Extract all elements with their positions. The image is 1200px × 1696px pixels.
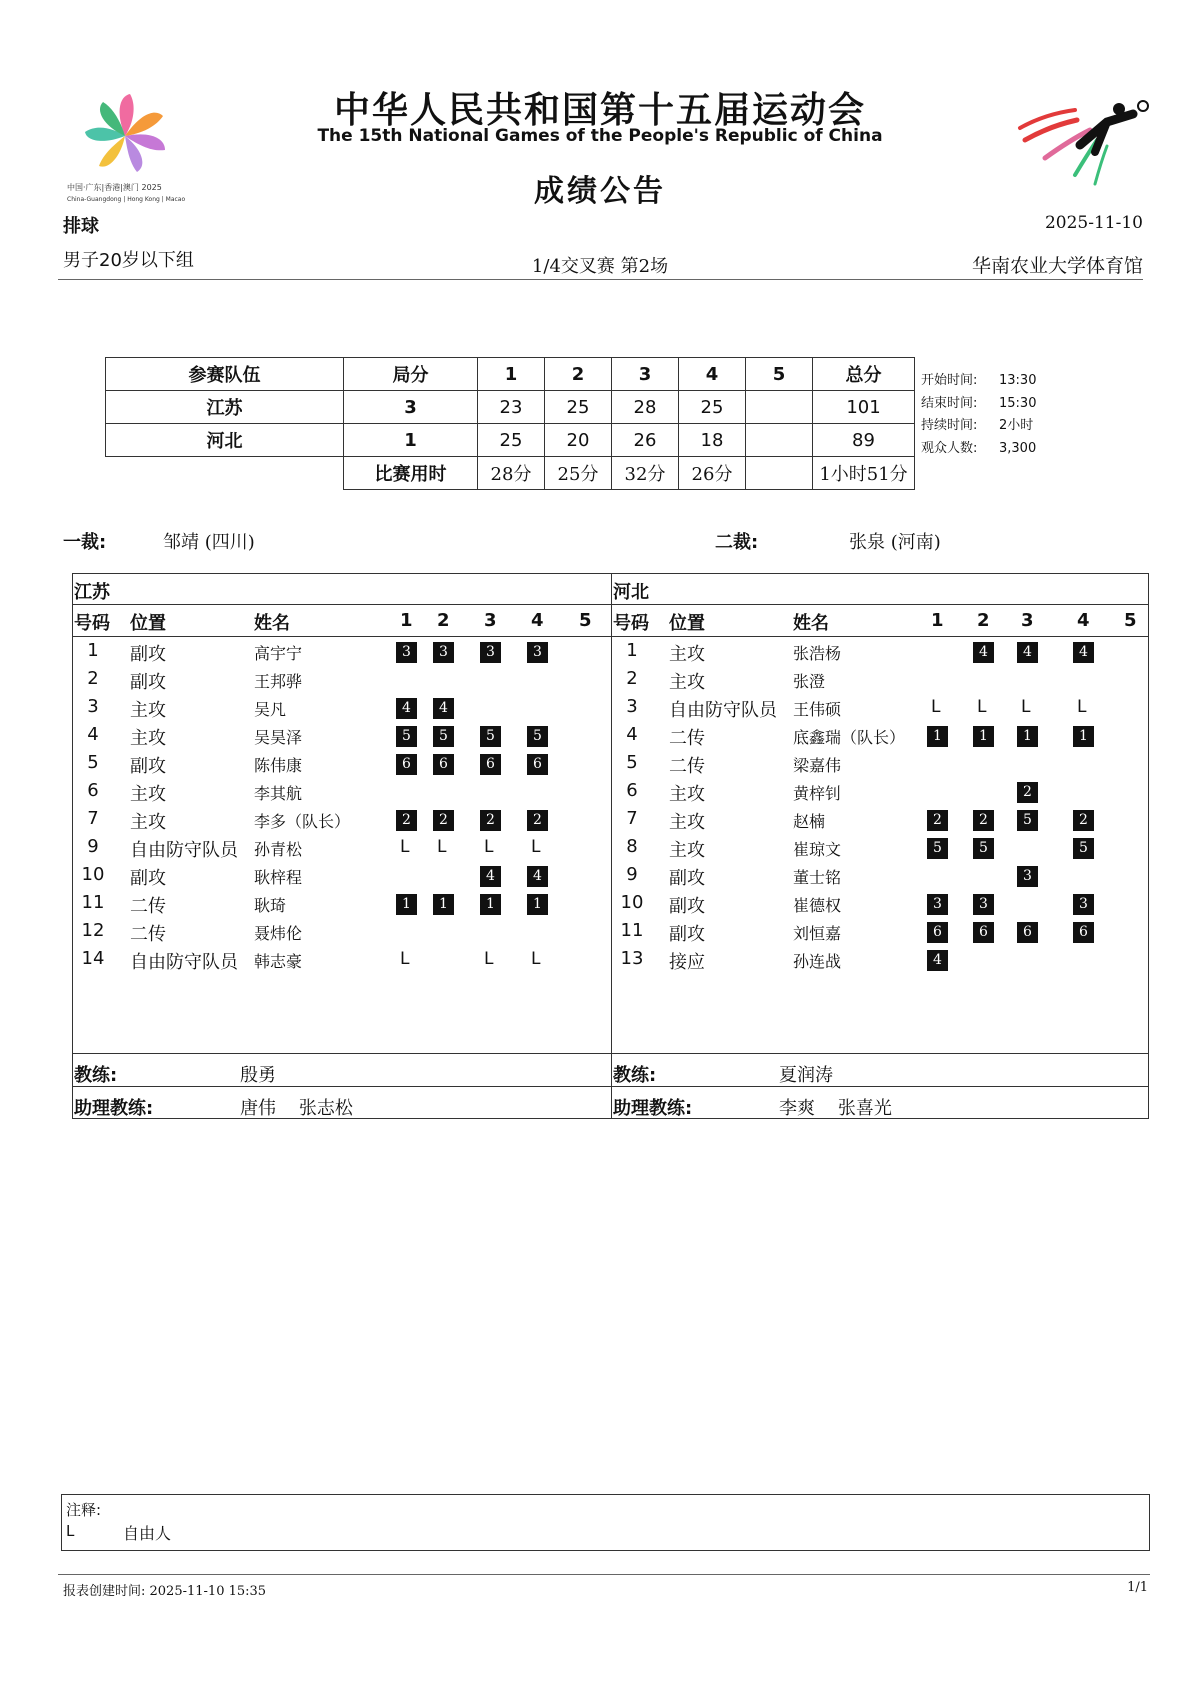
starting-position-box: 6 xyxy=(927,922,948,943)
player-position: 二传 xyxy=(669,756,705,777)
player-name: 底鑫瑞（队长） xyxy=(793,728,906,747)
starting-position-box: 5 xyxy=(927,838,948,859)
match-info xyxy=(921,370,1036,460)
player-name: 吴凡 xyxy=(254,700,287,719)
first-referee-label: 一裁: xyxy=(63,532,107,553)
report-date: 2025-11-10 xyxy=(1044,213,1143,233)
starting-position-box: 6 xyxy=(973,922,994,943)
player-number: 10 xyxy=(620,892,644,913)
player-name: 张澄 xyxy=(793,672,826,691)
score-total: 89 xyxy=(813,424,915,457)
score-set1: 23 xyxy=(478,391,545,424)
match-info-spectators: 观众人数: 3,300 xyxy=(921,440,1037,456)
score-header-set3: 3 xyxy=(612,358,679,391)
score-set5 xyxy=(746,391,813,424)
libero-marker: L xyxy=(531,837,541,857)
score-total: 101 xyxy=(813,391,915,424)
libero-marker: L xyxy=(400,837,410,857)
starting-position-box: 5 xyxy=(480,726,501,747)
column-header-set: 5 xyxy=(579,610,592,631)
starting-position-box: 4 xyxy=(396,698,417,719)
starting-position-box: 4 xyxy=(1073,642,1094,663)
player-number: 5 xyxy=(626,752,638,773)
score-row xyxy=(106,424,915,457)
libero-marker: L xyxy=(977,697,987,717)
player-position: 主攻 xyxy=(130,784,166,805)
score-header-sets: 局分 xyxy=(344,358,478,391)
libero-marker: L xyxy=(437,837,447,857)
player-position: 副攻 xyxy=(130,672,166,693)
player-name: 梁嘉伟 xyxy=(793,756,842,775)
logo-caption-en: China-Guangdong | Hong Kong | Macao xyxy=(67,196,186,203)
volleyball-pictogram xyxy=(1015,100,1155,190)
score-header-set1: 1 xyxy=(478,358,545,391)
score-set3: 28 xyxy=(612,391,679,424)
starting-position-box: 1 xyxy=(973,726,994,747)
team-roster-title: 江苏 xyxy=(74,582,110,603)
roster-divider xyxy=(611,573,612,1119)
notes-definition: 自由人 xyxy=(123,1524,172,1543)
starting-position-box: 5 xyxy=(527,726,548,747)
starting-position-box: 6 xyxy=(396,754,417,775)
starting-position-box: 3 xyxy=(480,642,501,663)
starting-position-box: 6 xyxy=(433,754,454,775)
player-position: 自由防守队员 xyxy=(130,952,238,973)
coach-name: 殷勇 xyxy=(240,1065,276,1086)
player-number: 4 xyxy=(87,724,99,745)
duration-set3: 32分 xyxy=(612,457,679,490)
column-header-set: 4 xyxy=(1077,610,1090,631)
starting-position-box: 1 xyxy=(433,894,454,915)
starting-position-box: 6 xyxy=(527,754,548,775)
starting-position-box: 2 xyxy=(480,810,501,831)
player-name: 孙连战 xyxy=(793,952,842,971)
starting-position-box: 3 xyxy=(927,894,948,915)
libero-marker: L xyxy=(484,949,494,969)
starting-position-box: 6 xyxy=(1073,922,1094,943)
player-name: 李多（队长） xyxy=(254,812,351,831)
match-info-end: 结束时间: 15:30 xyxy=(921,395,1037,411)
libero-marker: L xyxy=(1077,697,1087,717)
score-header-set5: 5 xyxy=(746,358,813,391)
volleyball-player-icon xyxy=(1015,100,1155,190)
coach-label: 教练: xyxy=(74,1065,118,1086)
starting-position-box: 1 xyxy=(527,894,548,915)
page-number: 1/1 xyxy=(1127,1580,1148,1595)
page-title-cn: 中华人民共和国第十五届运动会 xyxy=(333,90,866,131)
player-number: 3 xyxy=(87,696,99,717)
column-header-set: 3 xyxy=(1021,610,1034,631)
starting-position-box: 2 xyxy=(1017,782,1038,803)
roster-rule xyxy=(72,1053,1149,1054)
logo-caption: 中国·广东|香港|澳门 2025 xyxy=(67,183,162,192)
player-position: 二传 xyxy=(130,924,166,945)
assistant-coach-label: 助理教练: xyxy=(74,1098,154,1119)
header-divider xyxy=(58,279,1143,280)
player-position: 副攻 xyxy=(669,896,705,917)
score-header-team: 参赛队伍 xyxy=(106,358,344,391)
starting-position-box: 5 xyxy=(1073,838,1094,859)
libero-marker: L xyxy=(1021,697,1031,717)
column-header-position: 位置 xyxy=(669,613,705,634)
player-number: 9 xyxy=(626,864,638,885)
player-number: 4 xyxy=(626,724,638,745)
column-header-set: 5 xyxy=(1124,610,1137,631)
notes-box xyxy=(61,1494,1150,1551)
player-position: 主攻 xyxy=(669,812,705,833)
score-set2: 25 xyxy=(545,391,612,424)
roster-rule xyxy=(72,636,1149,637)
duration-row xyxy=(106,457,915,490)
player-name: 王伟硕 xyxy=(793,700,842,719)
second-referee-label: 二裁: xyxy=(715,532,759,553)
starting-position-box: 3 xyxy=(527,642,548,663)
starting-position-box: 2 xyxy=(1073,810,1094,831)
assistant-coach-names: 唐伟 张志松 xyxy=(240,1098,353,1119)
second-referee: 张泉 (河南) xyxy=(849,532,941,553)
player-number: 12 xyxy=(81,920,105,941)
games-logo xyxy=(65,88,195,206)
player-name: 韩志豪 xyxy=(254,952,303,971)
venue-name: 华南农业大学体育馆 xyxy=(971,255,1143,277)
player-name: 赵楠 xyxy=(793,812,826,831)
starting-position-box: 2 xyxy=(396,810,417,831)
report-created-time: 报表创建时间: 2025-11-10 15:35 xyxy=(63,1584,267,1599)
blank-cell xyxy=(106,457,344,490)
duration-set2: 25分 xyxy=(545,457,612,490)
column-header-number: 号码 xyxy=(74,613,110,634)
starting-position-box: 1 xyxy=(396,894,417,915)
player-number: 1 xyxy=(87,640,99,661)
duration-set4: 26分 xyxy=(679,457,746,490)
match-info-start: 开始时间: 13:30 xyxy=(921,373,1037,388)
starting-position-box: 4 xyxy=(1017,642,1038,663)
match-phase: 1/4交叉赛 第2场 xyxy=(531,256,669,277)
score-header-set4: 4 xyxy=(679,358,746,391)
player-number: 11 xyxy=(620,920,644,941)
player-position: 主攻 xyxy=(130,728,166,749)
libero-marker: L xyxy=(531,949,541,969)
starting-position-box: 1 xyxy=(480,894,501,915)
score-sets-won: 3 xyxy=(344,391,478,424)
player-name: 高宇宁 xyxy=(254,644,303,663)
team-roster-title: 河北 xyxy=(613,582,649,603)
column-header-position: 位置 xyxy=(130,613,166,634)
starting-position-box: 4 xyxy=(433,698,454,719)
starting-position-box: 5 xyxy=(433,726,454,747)
score-set1: 25 xyxy=(478,424,545,457)
player-number: 6 xyxy=(626,780,638,801)
player-name: 陈伟康 xyxy=(254,756,303,775)
column-header-name: 姓名 xyxy=(793,613,829,634)
libero-marker: L xyxy=(484,837,494,857)
starting-position-box: 4 xyxy=(527,866,548,887)
player-position: 主攻 xyxy=(669,784,705,805)
player-name: 黄梓钊 xyxy=(793,784,842,803)
player-name: 耿琦 xyxy=(254,896,287,915)
player-position: 接应 xyxy=(669,952,705,973)
player-name: 刘恒嘉 xyxy=(793,924,842,943)
starting-position-box: 5 xyxy=(1017,810,1038,831)
player-name: 耿梓程 xyxy=(254,868,303,887)
starting-position-box: 4 xyxy=(927,950,948,971)
player-position: 副攻 xyxy=(669,924,705,945)
starting-position-box: 5 xyxy=(973,838,994,859)
score-row xyxy=(106,391,915,424)
player-name: 孙青松 xyxy=(254,840,303,859)
player-position: 副攻 xyxy=(130,868,166,889)
player-position: 副攻 xyxy=(130,756,166,777)
player-name: 崔琼文 xyxy=(793,840,842,859)
duration-set5 xyxy=(746,457,813,490)
score-team: 河北 xyxy=(106,424,344,457)
first-referee: 邹靖 (四川) xyxy=(163,532,255,553)
column-header-set: 2 xyxy=(437,610,450,631)
player-number: 8 xyxy=(626,836,638,857)
player-number: 5 xyxy=(87,752,99,773)
player-position: 二传 xyxy=(669,728,705,749)
player-position: 主攻 xyxy=(669,644,705,665)
starting-position-box: 1 xyxy=(1017,726,1038,747)
player-name: 吴昊泽 xyxy=(254,728,303,747)
duration-set1: 28分 xyxy=(478,457,545,490)
player-number: 1 xyxy=(626,640,638,661)
footer-divider xyxy=(58,1574,1150,1575)
column-header-set: 1 xyxy=(400,610,413,631)
coach-label: 教练: xyxy=(613,1065,657,1086)
starting-position-box: 4 xyxy=(973,642,994,663)
starting-position-box: 6 xyxy=(480,754,501,775)
roster-rule xyxy=(72,1086,1149,1087)
starting-position-box: 2 xyxy=(927,810,948,831)
starting-position-box: 2 xyxy=(973,810,994,831)
starting-position-box: 5 xyxy=(396,726,417,747)
player-number: 14 xyxy=(81,948,105,969)
sport-label: 排球 xyxy=(63,216,99,237)
player-name: 王邦骅 xyxy=(254,672,303,691)
match-info-duration: 持续时间: 2小时 xyxy=(921,418,1034,433)
event-group: 男子20岁以下组 xyxy=(63,250,194,271)
duration-label: 比赛用时 xyxy=(344,457,478,490)
player-number: 2 xyxy=(626,668,638,689)
score-header-total: 总分 xyxy=(813,358,915,391)
score-set4: 25 xyxy=(679,391,746,424)
libero-marker: L xyxy=(400,949,410,969)
player-number: 11 xyxy=(81,892,105,913)
roster-rule xyxy=(72,604,1149,605)
column-header-set: 3 xyxy=(484,610,497,631)
notes-title: 注释: xyxy=(66,1501,102,1519)
player-name: 崔德权 xyxy=(793,896,842,915)
player-number: 9 xyxy=(87,836,99,857)
score-sets-won: 1 xyxy=(344,424,478,457)
column-header-set: 2 xyxy=(977,610,990,631)
player-position: 二传 xyxy=(130,896,166,917)
starting-position-box: 2 xyxy=(527,810,548,831)
coach-name: 夏润涛 xyxy=(779,1065,833,1086)
player-name: 董士铭 xyxy=(793,868,842,887)
player-name: 李其航 xyxy=(254,784,303,803)
games-logo-icon xyxy=(65,88,195,206)
column-header-name: 姓名 xyxy=(254,613,290,634)
player-number: 3 xyxy=(626,696,638,717)
score-set3: 26 xyxy=(612,424,679,457)
player-number: 2 xyxy=(87,668,99,689)
player-name: 张浩杨 xyxy=(793,644,842,663)
player-position: 主攻 xyxy=(669,672,705,693)
starting-position-box: 6 xyxy=(1017,922,1038,943)
starting-position-box: 2 xyxy=(433,810,454,831)
starting-position-box: 4 xyxy=(480,866,501,887)
player-position: 主攻 xyxy=(669,840,705,861)
duration-total: 1小时51分 xyxy=(813,457,915,490)
player-position: 自由防守队员 xyxy=(130,840,238,861)
starting-position-box: 3 xyxy=(396,642,417,663)
player-position: 自由防守队员 xyxy=(669,700,777,721)
score-set5 xyxy=(746,424,813,457)
starting-position-box: 1 xyxy=(927,726,948,747)
starting-position-box: 3 xyxy=(1017,866,1038,887)
starting-position-box: 1 xyxy=(1073,726,1094,747)
score-header-set2: 2 xyxy=(545,358,612,391)
player-position: 主攻 xyxy=(130,812,166,833)
player-position: 副攻 xyxy=(130,644,166,665)
score-set4: 18 xyxy=(679,424,746,457)
player-number: 7 xyxy=(87,808,99,829)
assistant-coach-label: 助理教练: xyxy=(613,1098,693,1119)
player-number: 13 xyxy=(620,948,644,969)
player-position: 副攻 xyxy=(669,868,705,889)
document-title: 成绩公告 xyxy=(534,174,666,209)
player-number: 7 xyxy=(626,808,638,829)
player-number: 6 xyxy=(87,780,99,801)
player-position: 主攻 xyxy=(130,700,166,721)
score-team: 江苏 xyxy=(106,391,344,424)
starting-position-box: 3 xyxy=(433,642,454,663)
score-header-row xyxy=(106,358,915,391)
page-title-en: The 15th National Games of the People's Republic of China xyxy=(317,126,883,146)
column-header-set: 1 xyxy=(931,610,944,631)
column-header-number: 号码 xyxy=(613,613,649,634)
score-table xyxy=(105,357,915,490)
player-name: 聂炜伦 xyxy=(254,924,303,943)
player-number: 10 xyxy=(81,864,105,885)
starting-position-box: 3 xyxy=(973,894,994,915)
starting-position-box: 3 xyxy=(1073,894,1094,915)
notes-symbol: L xyxy=(66,1522,75,1540)
column-header-set: 4 xyxy=(531,610,544,631)
libero-marker: L xyxy=(931,697,941,717)
assistant-coach-names: 李爽 张喜光 xyxy=(779,1098,892,1119)
score-set2: 20 xyxy=(545,424,612,457)
